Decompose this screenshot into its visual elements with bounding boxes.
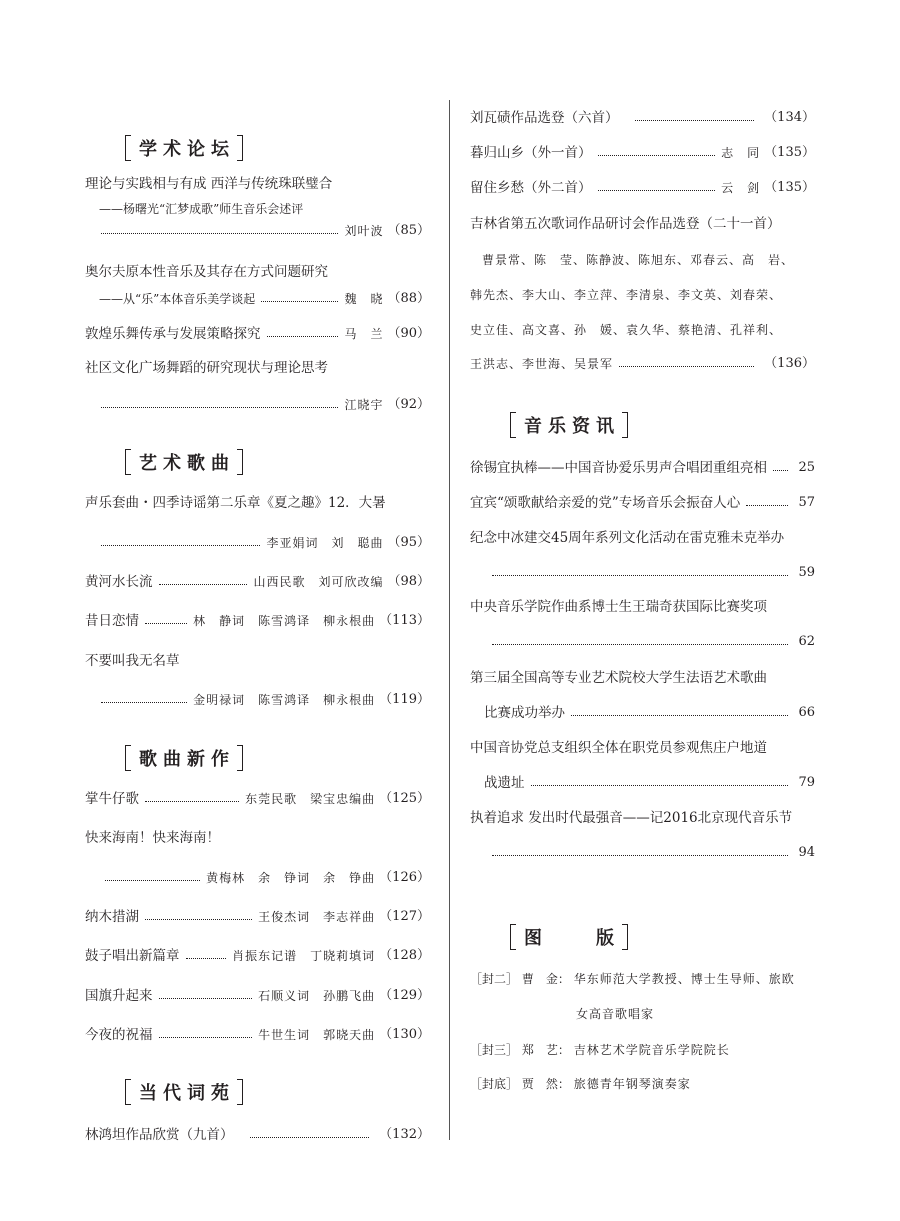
toc-entry-leader: 金明禄词 陈雪鸿译 柳永根曲 （119） xyxy=(85,690,430,710)
toc-entry-title[interactable]: 第三届全国高等专业艺术院校大学生法语艺术歌曲 xyxy=(470,670,767,686)
toc-entry-title[interactable]: 纪念中冰建交45周年系列文化活动在雷克雅未克举办 xyxy=(470,530,785,546)
toc-entry-leader: 战遗址 79 xyxy=(484,775,815,791)
author-list-line: 曹景常、陈 莹、陈静波、陈旭东、邓春云、高 岩、 xyxy=(482,253,795,267)
plate-entry: ［封底］ 贾 然： 旅德青年钢琴演奏家 xyxy=(470,1077,691,1091)
toc-entry-title[interactable]: 执着追求 发出时代最强音——记2016北京现代音乐节 xyxy=(470,810,793,826)
toc-entry[interactable]: 昔日恋情 林 静词 陈雪鸿译 柳永根曲 （113） xyxy=(85,613,430,629)
toc-entry[interactable]: 刘瓦碛作品选登（六首） （134） xyxy=(470,110,815,126)
toc-entry-title[interactable]: 吉林省第五次歌词作品研讨会作品选登（二十一首） xyxy=(470,216,781,232)
author-list-line: 史立佳、高文喜、孙 媛、袁久华、蔡艳清、孔祥利、 xyxy=(470,323,783,337)
toc-entry-title[interactable]: 奥尔夫原本性音乐及其存在方式问题研究 xyxy=(85,264,328,280)
plate-entry: ［封二］ 曹 金： 华东师范大学教授、博士生导师、旅欧 xyxy=(470,972,795,986)
toc-entry[interactable]: 徐锡宜执棒——中国音协爱乐男声合唱团重组亮相 25 xyxy=(470,460,815,476)
section-heading-academic: 学术论坛 xyxy=(125,135,243,161)
toc-entry-leader: 62 xyxy=(470,632,815,652)
toc-entry-leader: 94 xyxy=(470,843,815,863)
toc-entry[interactable]: 国旗升起来 石顺义词 孙鹏飞曲 （129） xyxy=(85,988,430,1004)
toc-entry-title[interactable]: 不要叫我无名草 xyxy=(85,653,180,669)
plate-entry: ［封三］ 郑 艺： 吉林艺术学院音乐学院院长 xyxy=(470,1043,730,1057)
toc-entry-leader: 59 xyxy=(470,563,815,583)
toc-entry-title[interactable]: 中央音乐学院作曲系博士生王瑞奇获国际比赛奖项 xyxy=(470,599,767,615)
toc-entry-leader: 黄梅林 余 铮词 余 铮曲 （126） xyxy=(85,868,430,888)
column-divider xyxy=(449,100,450,1140)
section-heading-news: 音乐资讯 xyxy=(510,412,628,438)
toc-entry-title[interactable]: 中国音协党总支组织全体在职党员参观焦庄户地道 xyxy=(470,740,767,756)
toc-entry[interactable]: 暮归山乡（外一首） 志 同 （135） xyxy=(470,145,815,161)
toc-entry[interactable]: 林鸿坦作品欣赏（九首） （132） xyxy=(85,1127,430,1143)
toc-entry[interactable]: 纳木措湖 王俊杰词 李志祥曲 （127） xyxy=(85,909,430,925)
toc-entry-title[interactable]: 快来海南！快来海南！ xyxy=(85,830,220,846)
section-heading-new-songs: 歌曲新作 xyxy=(125,745,243,771)
section-heading-art-songs: 艺术歌曲 xyxy=(125,449,243,475)
toc-entry-leader: 王洪志、李世海、吴景军 （136） xyxy=(470,356,815,371)
plate-entry-continued: 女高音歌唱家 xyxy=(576,1007,655,1021)
toc-entry-title[interactable]: 理论与实践相与有成 西洋与传统珠联璧合 xyxy=(85,176,333,192)
toc-entry-leader: 刘叶波 （85） xyxy=(85,221,430,241)
toc-entry-leader: 李亚娟词 刘 聪曲 （95） xyxy=(85,533,430,553)
toc-entry-title[interactable]: 社区文化广场舞蹈的研究现状与理论思考 xyxy=(85,360,328,376)
section-heading-plates: 图 版 xyxy=(510,924,628,950)
toc-entry[interactable]: 敦煌乐舞传承与发展策略探究 马 兰 （90） xyxy=(85,326,430,342)
toc-entry-leader: 比赛成功举办 66 xyxy=(484,705,815,721)
author-list-line: 韩先杰、李大山、李立萍、李清泉、李文英、刘春荣、 xyxy=(470,288,783,302)
section-heading-lyrics: 当代词苑 xyxy=(125,1079,243,1105)
toc-entry[interactable]: 掌牛仔歌 东莞民歌 梁宝忠编曲 （125） xyxy=(85,791,430,807)
toc-entry[interactable]: 黄河水长流 山西民歌 刘可欣改编 （98） xyxy=(85,574,430,590)
toc-entry[interactable]: 留住乡愁（外二首） 云 剑 （135） xyxy=(470,180,815,196)
toc-entry-leader: 江晓宇 （92） xyxy=(85,395,430,415)
toc-entry[interactable]: 宜宾“颂歌献给亲爱的党”专场音乐会振奋人心 57 xyxy=(470,495,815,511)
toc-entry-leader: ——从“乐”本体音乐美学谈起 魏 晓 （88） xyxy=(99,291,430,306)
toc-entry-subtitle: ——杨曙光“汇梦成歌”师生音乐会述评 xyxy=(99,202,304,216)
toc-entry[interactable]: 今夜的祝福 牛世生词 郭晓天曲 （130） xyxy=(85,1027,430,1043)
toc-entry[interactable]: 鼓子唱出新篇章 肖振东记谱 丁晓莉填词 （128） xyxy=(85,948,430,964)
toc-entry-title[interactable]: 声乐套曲・四季诗谣第二乐章《夏之趣》12．大暑 xyxy=(85,495,386,511)
